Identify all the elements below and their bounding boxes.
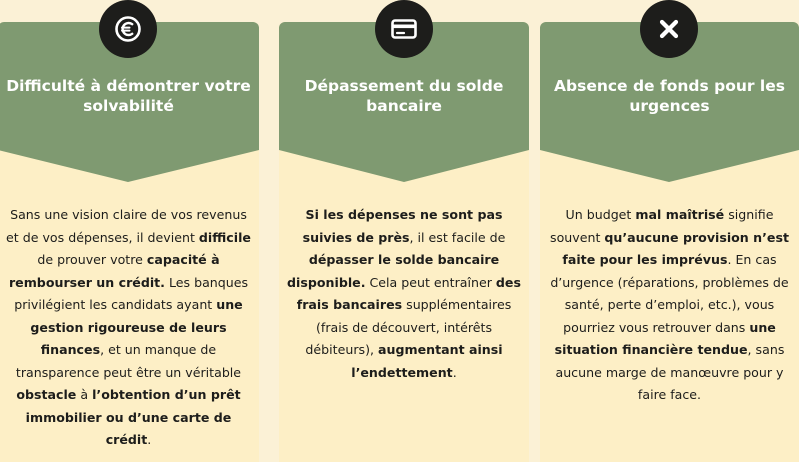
icon-badge	[640, 0, 698, 58]
card-solvency	[0, 22, 259, 462]
card-overdraft	[279, 22, 529, 462]
emphasis-text: des frais bancaires	[296, 274, 521, 312]
card-title: Dépassement du solde bancaire	[304, 77, 504, 115]
body-text: Un budget	[565, 207, 636, 222]
emphasis-text: l’obtention d’un prêt immobilier ou d’une carte de crédit	[25, 387, 241, 447]
card-body	[6, 204, 251, 452]
emphasis-text: dépasser le solde bancaire disponible.	[287, 252, 500, 290]
emphasis-text: difficile	[198, 229, 251, 245]
card-header	[0, 22, 259, 150]
body-text: Cela peut entraîner	[365, 274, 496, 290]
euro-icon	[113, 14, 143, 44]
body-text: .	[452, 364, 457, 380]
card-title: Difficulté à démontrer votre solvabilité	[6, 77, 251, 115]
card-header	[540, 22, 799, 150]
body-text: Sans une vision claire de vos revenus et de vos dépenses, il devient	[6, 207, 247, 245]
emphasis-text: une gestion rigoureuse de leurs finances	[30, 297, 243, 357]
credit-card-icon	[389, 14, 419, 44]
card-body	[548, 204, 791, 407]
body-text: , sans aucune marge de manœuvre pour y faire face.	[555, 342, 785, 402]
card-header	[279, 22, 529, 150]
card-title: Absence de fonds pour les urgences	[554, 77, 785, 115]
body-text: à	[76, 387, 93, 402]
body-text: supplémentaires (frais de découvert, intérêts débiteurs),	[305, 297, 512, 357]
body-text: . En cas d’urgence (réparations, problèmes de santé, perte d’emploi, etc.), vous pourriez vous retrouver dans	[550, 252, 789, 335]
emphasis-text: Si les dépenses ne sont pas suivies de près	[302, 207, 503, 245]
emphasis-text: mal maîtrisé	[635, 207, 725, 222]
icon-badge	[375, 0, 433, 58]
body-text: Les banques privilégient les candidats ayant	[14, 274, 249, 312]
close-icon	[654, 14, 684, 44]
body-text: , et un manque de transparence peut être un véritable	[15, 342, 242, 380]
emphasis-text: augmentant ainsi l’endettement	[351, 342, 503, 380]
body-text: de prouver votre	[37, 252, 147, 267]
body-text: signifie souvent	[550, 207, 774, 245]
card-body	[287, 204, 521, 384]
emphasis-text: qu’aucune provision n’est faite pour les imprévus	[562, 229, 789, 267]
icon-badge	[99, 0, 157, 58]
emphasis-text: capacité à rembourser un crédit.	[8, 252, 220, 290]
emphasis-text: une situation financière tendue	[554, 319, 776, 357]
body-text: .	[147, 432, 152, 447]
body-text: , il est facile de	[409, 229, 506, 245]
card-emergency-funds	[540, 22, 799, 462]
emphasis-text: obstacle	[16, 387, 77, 402]
